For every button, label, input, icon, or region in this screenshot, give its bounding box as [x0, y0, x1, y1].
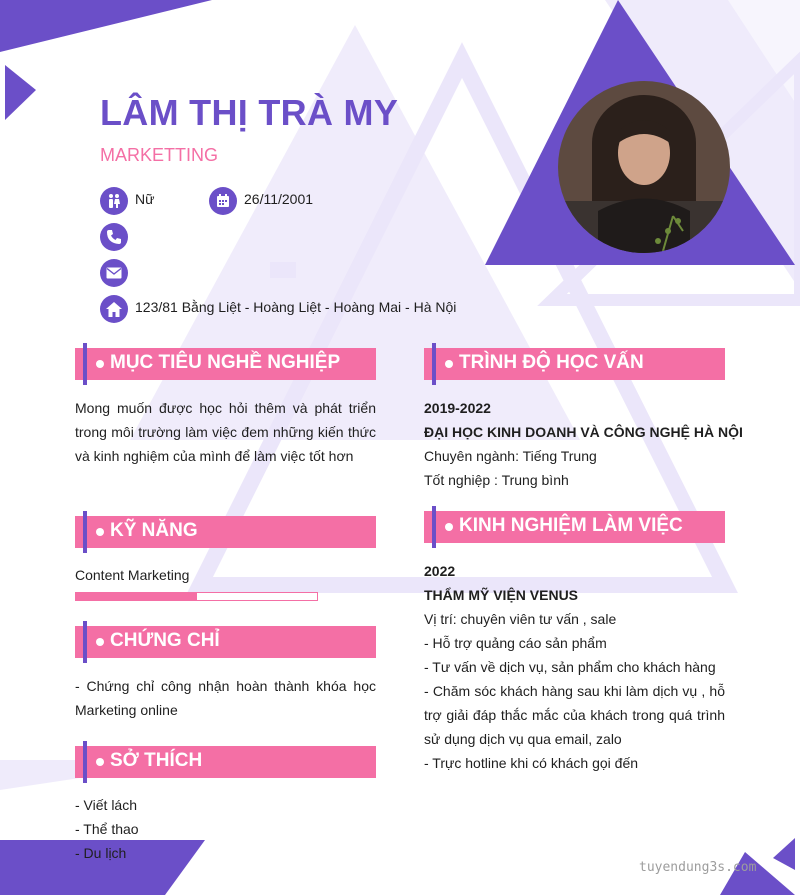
phone-icon	[100, 223, 128, 251]
hobby-item: - Viết lách	[75, 797, 137, 813]
education-header	[424, 348, 725, 380]
objective-title: MỤC TIÊU NGHỀ NGHIỆP	[110, 352, 341, 373]
bullet-dot-icon	[96, 638, 104, 646]
experience-position: Vị trí: chuyên viên tư vấn , sale	[424, 611, 617, 627]
experience-year: 2022	[424, 563, 456, 579]
skill-level-bar	[75, 592, 318, 601]
education-grade: Tốt nghiệp : Trung bình	[424, 472, 569, 488]
hobbies-title: SỞ THÍCH	[110, 750, 203, 771]
watermark: tuyendung3s.com	[639, 860, 757, 875]
objective-text: Mong muốn được học hỏi thêm và phát triển trong môi trường làm việc đem những kiến thức và kinh nghiệm của mình để làm việc tốt hơn	[75, 400, 376, 464]
education-title: TRÌNH ĐỘ HỌC VẤN	[459, 352, 644, 373]
certificates-header	[75, 626, 376, 658]
bullet-dot-icon	[445, 360, 453, 368]
birthday-value: 26/11/2001	[244, 191, 314, 207]
experience-title: KINH NGHIỆM LÀM VIỆC	[459, 515, 683, 536]
profile-photo	[558, 81, 730, 253]
hobby-item: - Du lịch	[75, 845, 127, 861]
education-period: 2019-2022	[424, 400, 491, 416]
skill-label: Content Marketing	[75, 567, 190, 583]
certificates-title: CHỨNG CHỈ	[110, 630, 220, 651]
bullet-dot-icon	[445, 523, 453, 531]
hobbies-header	[75, 746, 376, 778]
calendar-icon	[209, 187, 237, 215]
experience-header	[424, 511, 725, 543]
candidate-name: LÂM THỊ TRÀ MY	[100, 92, 399, 133]
skills-header	[75, 516, 376, 548]
education-major: Chuyên ngành: Tiếng Trung	[424, 448, 597, 464]
skills-title: KỸ NĂNG	[110, 520, 198, 541]
job-position: MARKETTING	[100, 145, 219, 165]
gender-value: Nữ	[135, 191, 155, 207]
bullet-dot-icon	[96, 528, 104, 536]
objective-header	[75, 348, 376, 380]
experience-duty: - Chăm sóc khách hàng sau khi làm dịch vụ , hỗ trợ giải đáp thắc mắc của khách trong quá trình sử dụng dịch vụ qua email, zalo	[424, 683, 725, 747]
education-school: ĐẠI HỌC KINH DOANH VÀ CÔNG NGHỆ HÀ NỘI	[424, 424, 743, 440]
hobby-item: - Thể thao	[75, 821, 139, 837]
address-value: 123/81 Bằng Liệt - Hoàng Liệt - Hoàng Mai - Hà Nội	[135, 299, 457, 315]
email-icon	[100, 259, 128, 287]
experience-duty: - Trực hotline khi có khách gọi đến	[424, 755, 639, 771]
certificates-text: - Chứng chỉ công nhận hoàn thành khóa học Marketing online	[75, 678, 376, 718]
experience-duty: - Hỗ trợ quảng cáo sản phẩm	[424, 635, 607, 651]
experience-company: THẨM MỸ VIỆN VENUS	[424, 587, 579, 603]
bullet-dot-icon	[96, 758, 104, 766]
home-icon	[100, 295, 128, 323]
bullet-dot-icon	[96, 360, 104, 368]
gender-icon	[100, 187, 128, 215]
skill-level-fill	[76, 593, 197, 600]
experience-duty: - Tư vấn về dịch vụ, sản phẩm cho khách hàng	[424, 659, 716, 675]
